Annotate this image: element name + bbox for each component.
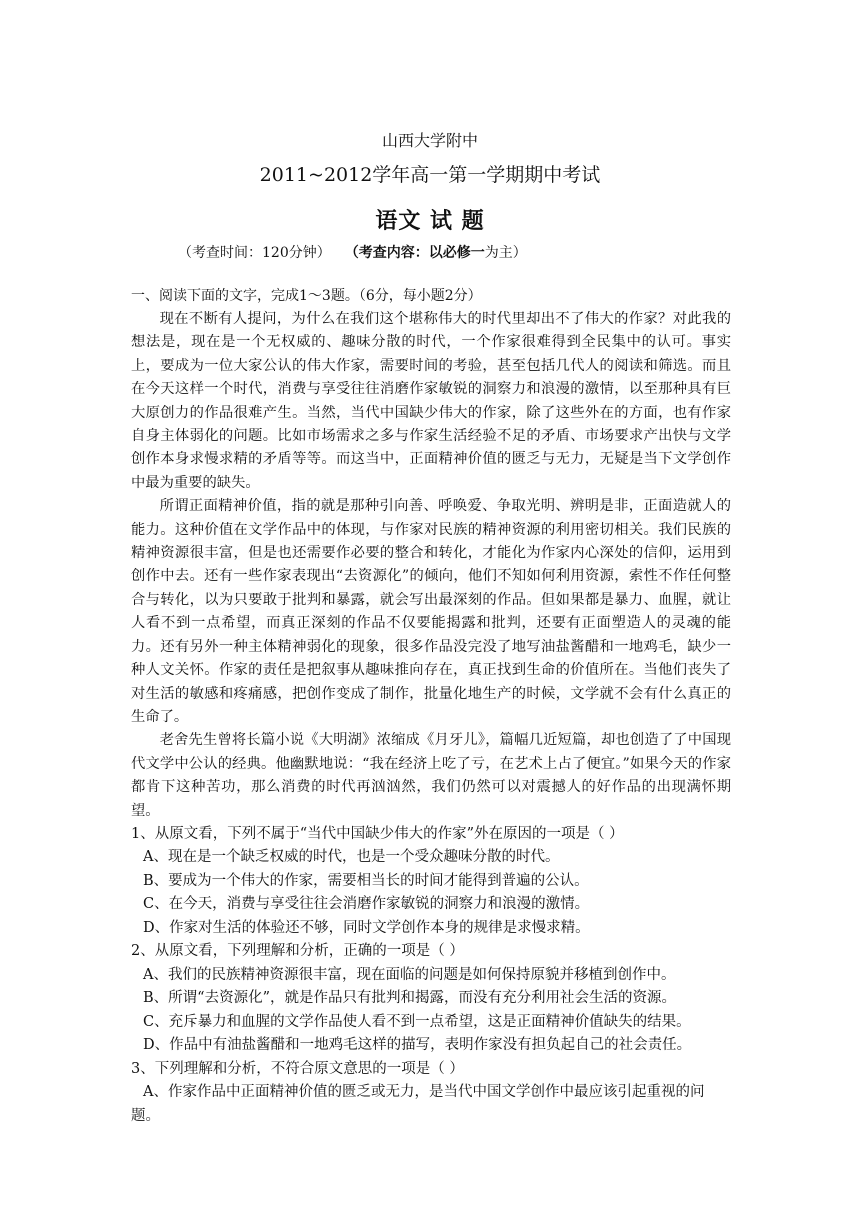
time-note: （考查时间：120分钟） xyxy=(178,245,331,261)
question-2 xyxy=(131,940,731,1058)
option-b: B、所谓“去资源化”，就是作品只有批判和揭露，而没有充分利用社会生活的资源。 xyxy=(143,990,676,1007)
school-name: 山西大学附中 xyxy=(381,131,478,150)
content-note-bold: 以必修一 xyxy=(428,245,485,261)
section-heading: 一、阅读下面的文字，完成1～3题。（6分，每小题2分） xyxy=(131,288,482,304)
option-a: A、作家作品中正面精神价值的匮乏或无力，是当代中国文学创作中最应该引起重视的问题。 xyxy=(131,1084,705,1124)
exam-content xyxy=(131,286,731,1128)
option-c: C、在今天，消费与享受往往会消磨作家敏锐的洞察力和浪漫的激情。 xyxy=(143,896,590,913)
option-d: D、作家对生活的体验还不够，同时文学创作本身的规律是求慢求精。 xyxy=(143,919,590,936)
passage-paragraph-3: 老舍先生曾将长篇小说《大明湖》浓缩成《月牙儿》，篇幅几近短篇，却也创造了了中国现代文学中公认的经典。他幽默地说：“我在经济上吃了亏，在艺术上占了便宜。”如果今天的作家都肯下这种苦功，那么消费的时代再汹汹然，我们仍然可以对震撼人的好作品的出现满怀期望。 xyxy=(131,732,731,819)
option-a: A、现在是一个缺乏权威的时代，也是一个受众趣味分散的时代。 xyxy=(143,849,560,866)
question-3 xyxy=(131,1058,731,1129)
question-stem: 3、下列理解和分析，不符合原文意思的一项是（ ） xyxy=(131,1060,464,1077)
content-note-suffix: 为主） xyxy=(484,245,527,261)
exam-title: 2011~2012学年高一第一学期期中考试 xyxy=(259,164,601,186)
content-note-prefix: （考查内容： xyxy=(344,245,429,261)
option-c: C、充斥暴力和血腥的文学作品使人看不到一点希望，这是正面精神价值缺失的结果。 xyxy=(143,1013,691,1030)
question-stem: 1、从原文看，下列不属于“当代中国缺少伟大的作家”外在原因的一项是（ ） xyxy=(131,825,624,842)
passage-paragraph-1: 现在不断有人提问，为什么在我们这个堪称伟大的时代里却出不了伟大的作家？对此我的想法是，现在是一个无权威的、趣味分散的时代，一个作家很难得到全民集中的认可。事实上，要成为一位大家公认的伟大作家，需要时间的考验，甚至包括几代人的阅读和筛选。而且在今天这样一个时代，消费与享受往往消磨作家敏锐的洞察力和浪漫的激情，以至那种具有巨大原创力的作品很难产生。当然，当代中国缺少伟大的作家，除了这些外在的方面，也有作家自身主体弱化的问题。比如市场需求之多与作家生活经验不足的矛盾、市场要求产出快与文学创作本身求慢求精的矛盾等等。而这当中，正面精神价值的匮乏与无力，无疑是当下文学创作中最为重要的缺失。 xyxy=(131,311,731,491)
passage-paragraph-2: 所谓正面精神价值，指的就是那种引向善、呼唤爱、争取光明、辨明是非，正面造就人的能力。这种价值在文学作品中的体现，与作家对民族的精神资源的利用密切相关。我们民族的精神资源很丰富，但是也还需要作必要的整合和转化，才能化为作家内心深处的信仰，运用到创作中去。还有一些作家表现出“去资源化”的倾向，他们不知如何利用资源，索性不作任何整合与转化，以为只要敢于批判和暴露，就会写出最深刻的作品。但如果都是暴力、血腥，就让人看不到一点希望，而真正深刻的作品不仅要能揭露和批判，还要有正面塑造人的灵魂的能力。还有另外一种主体精神弱化的现象，很多作品没完没了地写油盐酱醋和一地鸡毛，缺少一种人文关怀。作家的责任是把叙事从趣味推向存在，真正找到生命的价值所在。当他们丧失了对生活的敏感和疼痛感，把创作变成了制作，批量化地生产的时候，文学就不会有什么真正的生命了。 xyxy=(131,498,731,725)
question-stem: 2、从原文看，下列理解和分析，正确的一项是（ ） xyxy=(131,943,464,960)
subject-title: 语文 试 题 xyxy=(375,208,485,234)
option-d: D、作品中有油盐酱醋和一地鸡毛这样的描写，表明作家没有担负起自己的社会责任。 xyxy=(143,1037,692,1054)
option-a: A、我们的民族精神资源很丰富，现在面临的问题是如何保持原貌并移植到创作中。 xyxy=(143,966,676,983)
option-b: B、要成为一个伟大的作家，需要相当长的时间才能得到普遍的公认。 xyxy=(143,872,589,889)
exam-meta xyxy=(178,242,527,262)
question-1 xyxy=(131,823,731,941)
